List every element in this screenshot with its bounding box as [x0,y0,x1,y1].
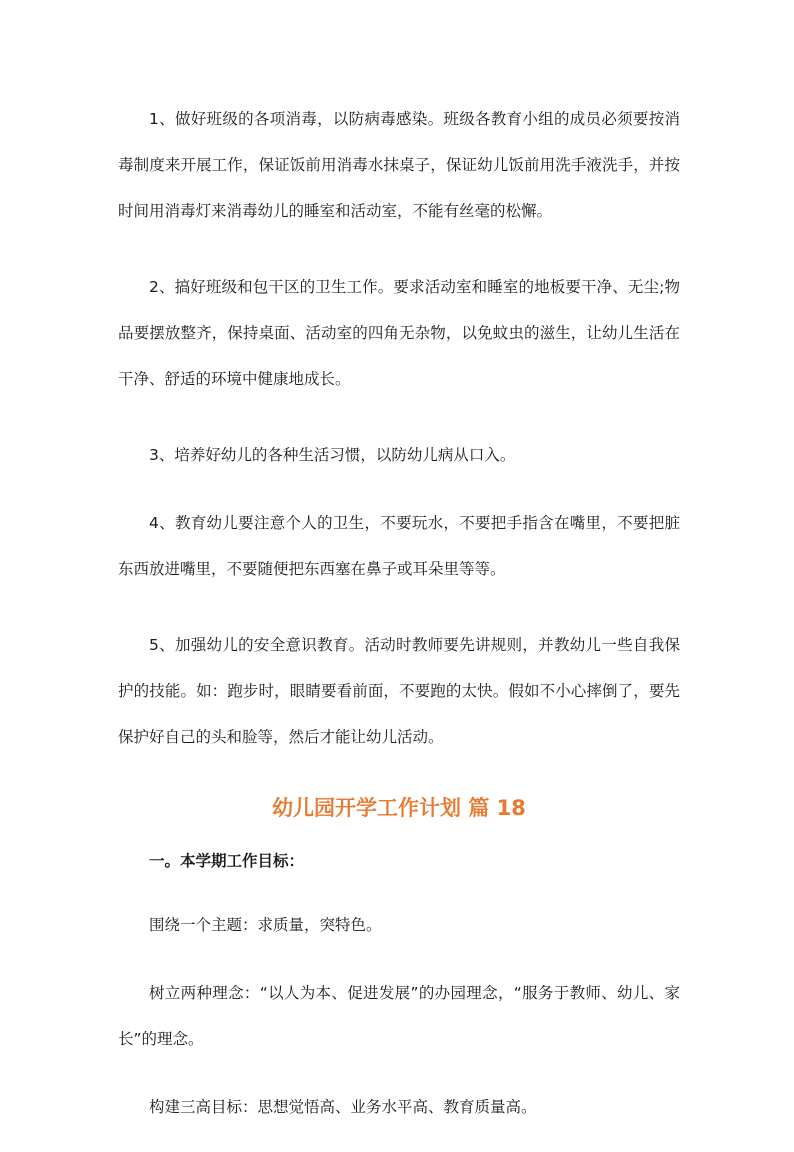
paragraph-goal-theme: 围绕一个主题：求质量，突特色。 [149,916,382,934]
paragraph-1: 1、做好班级的各项消毒，以防病毒感染。班级各教育小组的成员必须要按消毒制度来开展工作，保证饭前用消毒水抹桌子，保证幼儿饭前用洗手液洗手，并按时间用消毒灯来消毒幼儿的睡室和活动室，不能有丝毫的松懈。 [118,110,680,220]
paragraph-2: 2、搞好班级和包干区的卫生工作。要求活动室和睡室的地板要干净、无尘;物品要摆放整齐，保持桌面、活动室的四角无杂物，以免蚊虫的滋生，让幼儿生活在干净、舒适的环境中健康地成长。 [118,278,680,388]
paragraph-5: 5、加强幼儿的安全意识教育。活动时教师要先讲规则，并教幼儿一些自我保护的技能。如：跑步时，眼睛要看前面，不要跑的太快。假如不小心摔倒了，要先保护好自己的头和脸等，然后才能让幼儿活动。 [118,636,680,746]
paragraph-goal-concepts: 树立两种理念：“以人为本、促进发展”的办园理念，“服务于教师、幼儿、家长”的理念。 [118,984,680,1048]
document-page [118,96,680,1152]
section-subheading: 一。本学期工作目标： [149,852,305,870]
section-title: 幼儿园开学工作计划 篇 18 [272,796,526,820]
paragraph-3: 3、培养好幼儿的各种生活习惯，以防幼儿病从口入。 [149,446,516,464]
paragraph-4: 4、教育幼儿要注意个人的卫生，不要玩水，不要把手指含在嘴里，不要把脏东西放进嘴里，不要随便把东西塞在鼻子或耳朵里等等。 [118,514,680,578]
paragraph-goal-targets: 构建三高目标：思想觉悟高、业务水平高、教育质量高。 [149,1098,537,1116]
